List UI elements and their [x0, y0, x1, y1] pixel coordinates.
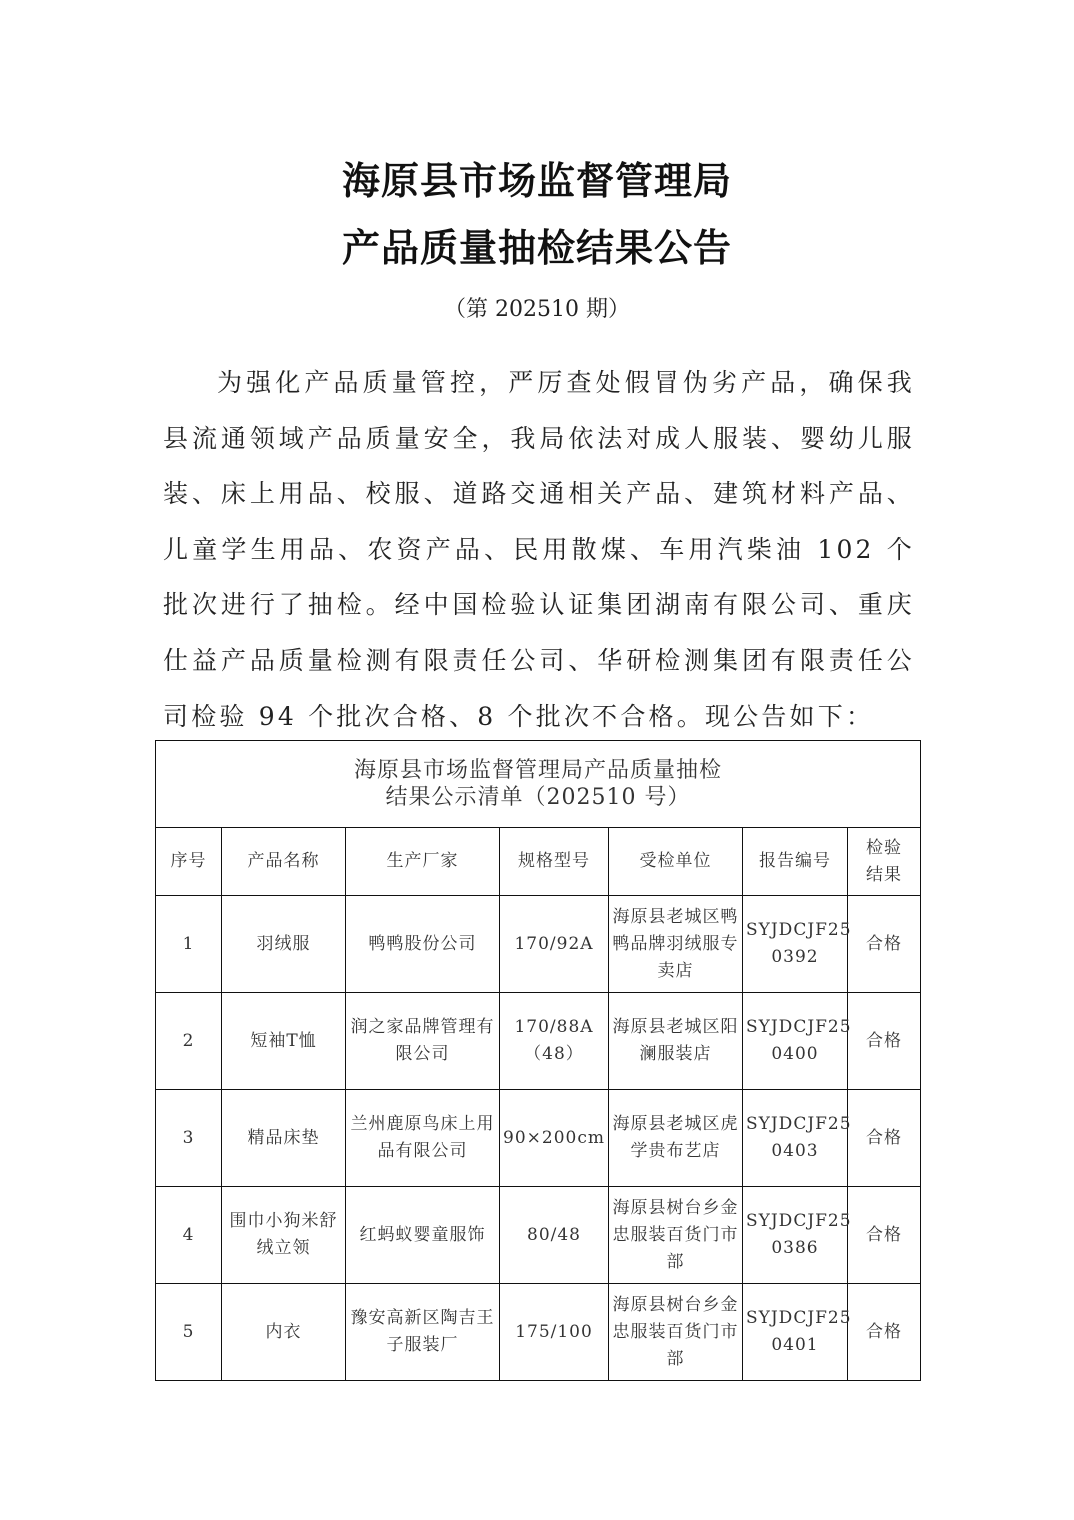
table-header-row: [156, 828, 921, 896]
table-caption: [156, 741, 921, 828]
document-title-line1: 海原县市场监督管理局: [341, 158, 732, 203]
report-no-part1: SYJDCJF25: [746, 1211, 852, 1231]
report-no-part1: SYJDCJF25: [746, 1114, 852, 1134]
table-caption-line1: 海原县市场监督管理局产品质量抽检: [354, 758, 723, 783]
document-title-line2: 产品质量抽检结果公告: [341, 225, 732, 270]
header-spec: 规格型号: [500, 828, 609, 896]
issue-number: （第 202510 期）: [444, 297, 630, 322]
table-row: [156, 896, 921, 993]
cell-unit: 海原县树台乡金忠服装百货门市部: [609, 1284, 743, 1381]
table-row: [156, 1187, 921, 1284]
cell-report-no: [743, 1284, 852, 1381]
report-no-part2: 0403: [771, 1141, 819, 1161]
cell-product: 短袖T恤: [222, 993, 346, 1090]
cell-seq: 4: [156, 1187, 222, 1284]
report-no-part1: SYJDCJF25: [746, 1017, 852, 1037]
cell-spec: 170/88A（48）: [500, 993, 609, 1090]
table-caption-row: [156, 741, 921, 828]
cell-manufacturer: 润之家品牌管理有限公司: [346, 993, 500, 1090]
cell-product: 精品床垫: [222, 1090, 346, 1187]
header-result: [848, 828, 921, 896]
cell-result: 合格: [848, 993, 921, 1090]
cell-report-no: [743, 1090, 852, 1187]
cell-manufacturer: 豫安高新区陶吉王子服装厂: [346, 1284, 500, 1381]
report-no-part2: 0400: [771, 1044, 819, 1064]
cell-seq: 1: [156, 896, 222, 993]
results-table: [155, 740, 921, 1381]
cell-unit: 海原县老城区鸭鸭品牌羽绒服专卖店: [609, 896, 743, 993]
cell-result: 合格: [848, 1284, 921, 1381]
cell-manufacturer: 鸭鸭股份公司: [346, 896, 500, 993]
header-product: 产品名称: [222, 828, 346, 896]
table-row: [156, 993, 921, 1090]
header-result-line2: 结果: [866, 864, 903, 885]
cell-product: 围巾小狗米舒绒立领: [222, 1187, 346, 1284]
cell-seq: 2: [156, 993, 222, 1090]
header-seq: 序号: [156, 828, 222, 896]
table-caption-line2: 结果公示清单（202510 号）: [385, 785, 691, 810]
cell-product: 羽绒服: [222, 896, 346, 993]
header-inspected-unit: 受检单位: [609, 828, 743, 896]
table-row: [156, 1284, 921, 1381]
report-no-part1: SYJDCJF25: [746, 920, 852, 940]
header-manufacturer: 生产厂家: [346, 828, 500, 896]
report-no-part1: SYJDCJF25: [746, 1308, 852, 1328]
cell-report-no: [743, 1187, 852, 1284]
cell-product: 内衣: [222, 1284, 346, 1381]
report-no-part2: 0392: [771, 947, 819, 967]
cell-seq: 3: [156, 1090, 222, 1187]
cell-manufacturer: 红蚂蚁婴童服饰: [346, 1187, 500, 1284]
cell-unit: 海原县老城区虎学贵布艺店: [609, 1090, 743, 1187]
header-report-no: 报告编号: [743, 828, 848, 896]
header-result-line1: 检验: [866, 837, 903, 858]
cell-spec: 80/48: [500, 1187, 609, 1284]
cell-report-no: [743, 993, 852, 1090]
cell-seq: 5: [156, 1284, 222, 1381]
cell-unit: 海原县老城区阳澜服装店: [609, 993, 743, 1090]
cell-result: 合格: [848, 896, 921, 993]
cell-spec: 90×200cm: [500, 1090, 609, 1187]
cell-spec: 175/100: [500, 1284, 609, 1381]
report-no-part2: 0401: [771, 1335, 819, 1355]
cell-result: 合格: [848, 1187, 921, 1284]
cell-result: 合格: [848, 1090, 921, 1187]
cell-report-no: [743, 896, 852, 993]
report-no-part2: 0386: [771, 1238, 819, 1258]
cell-spec: 170/92A: [500, 896, 609, 993]
cell-unit: 海原县树台乡金忠服装百货门市部: [609, 1187, 743, 1284]
body-paragraph: 为强化产品质量管控，严厉查处假冒伪劣产品，确保我县流通领域产品质量安全，我局依法对成人服装、婴幼儿服装、床上用品、校服、道路交通相关产品、建筑材料产品、儿童学生用品、农资产品、民用散煤、车用汽柴油 102 个批次进行了抽检。经中国检验认证集团湖南有限公司、重庆仕益产品质量检测有限责任公司、华研检测集团有限责任公司检验 94 个批次合格、8 个批次不合格。现公告如下：: [163, 368, 915, 731]
cell-manufacturer: 兰州鹿原鸟床上用品有限公司: [346, 1090, 500, 1187]
table-row: [156, 1090, 921, 1187]
